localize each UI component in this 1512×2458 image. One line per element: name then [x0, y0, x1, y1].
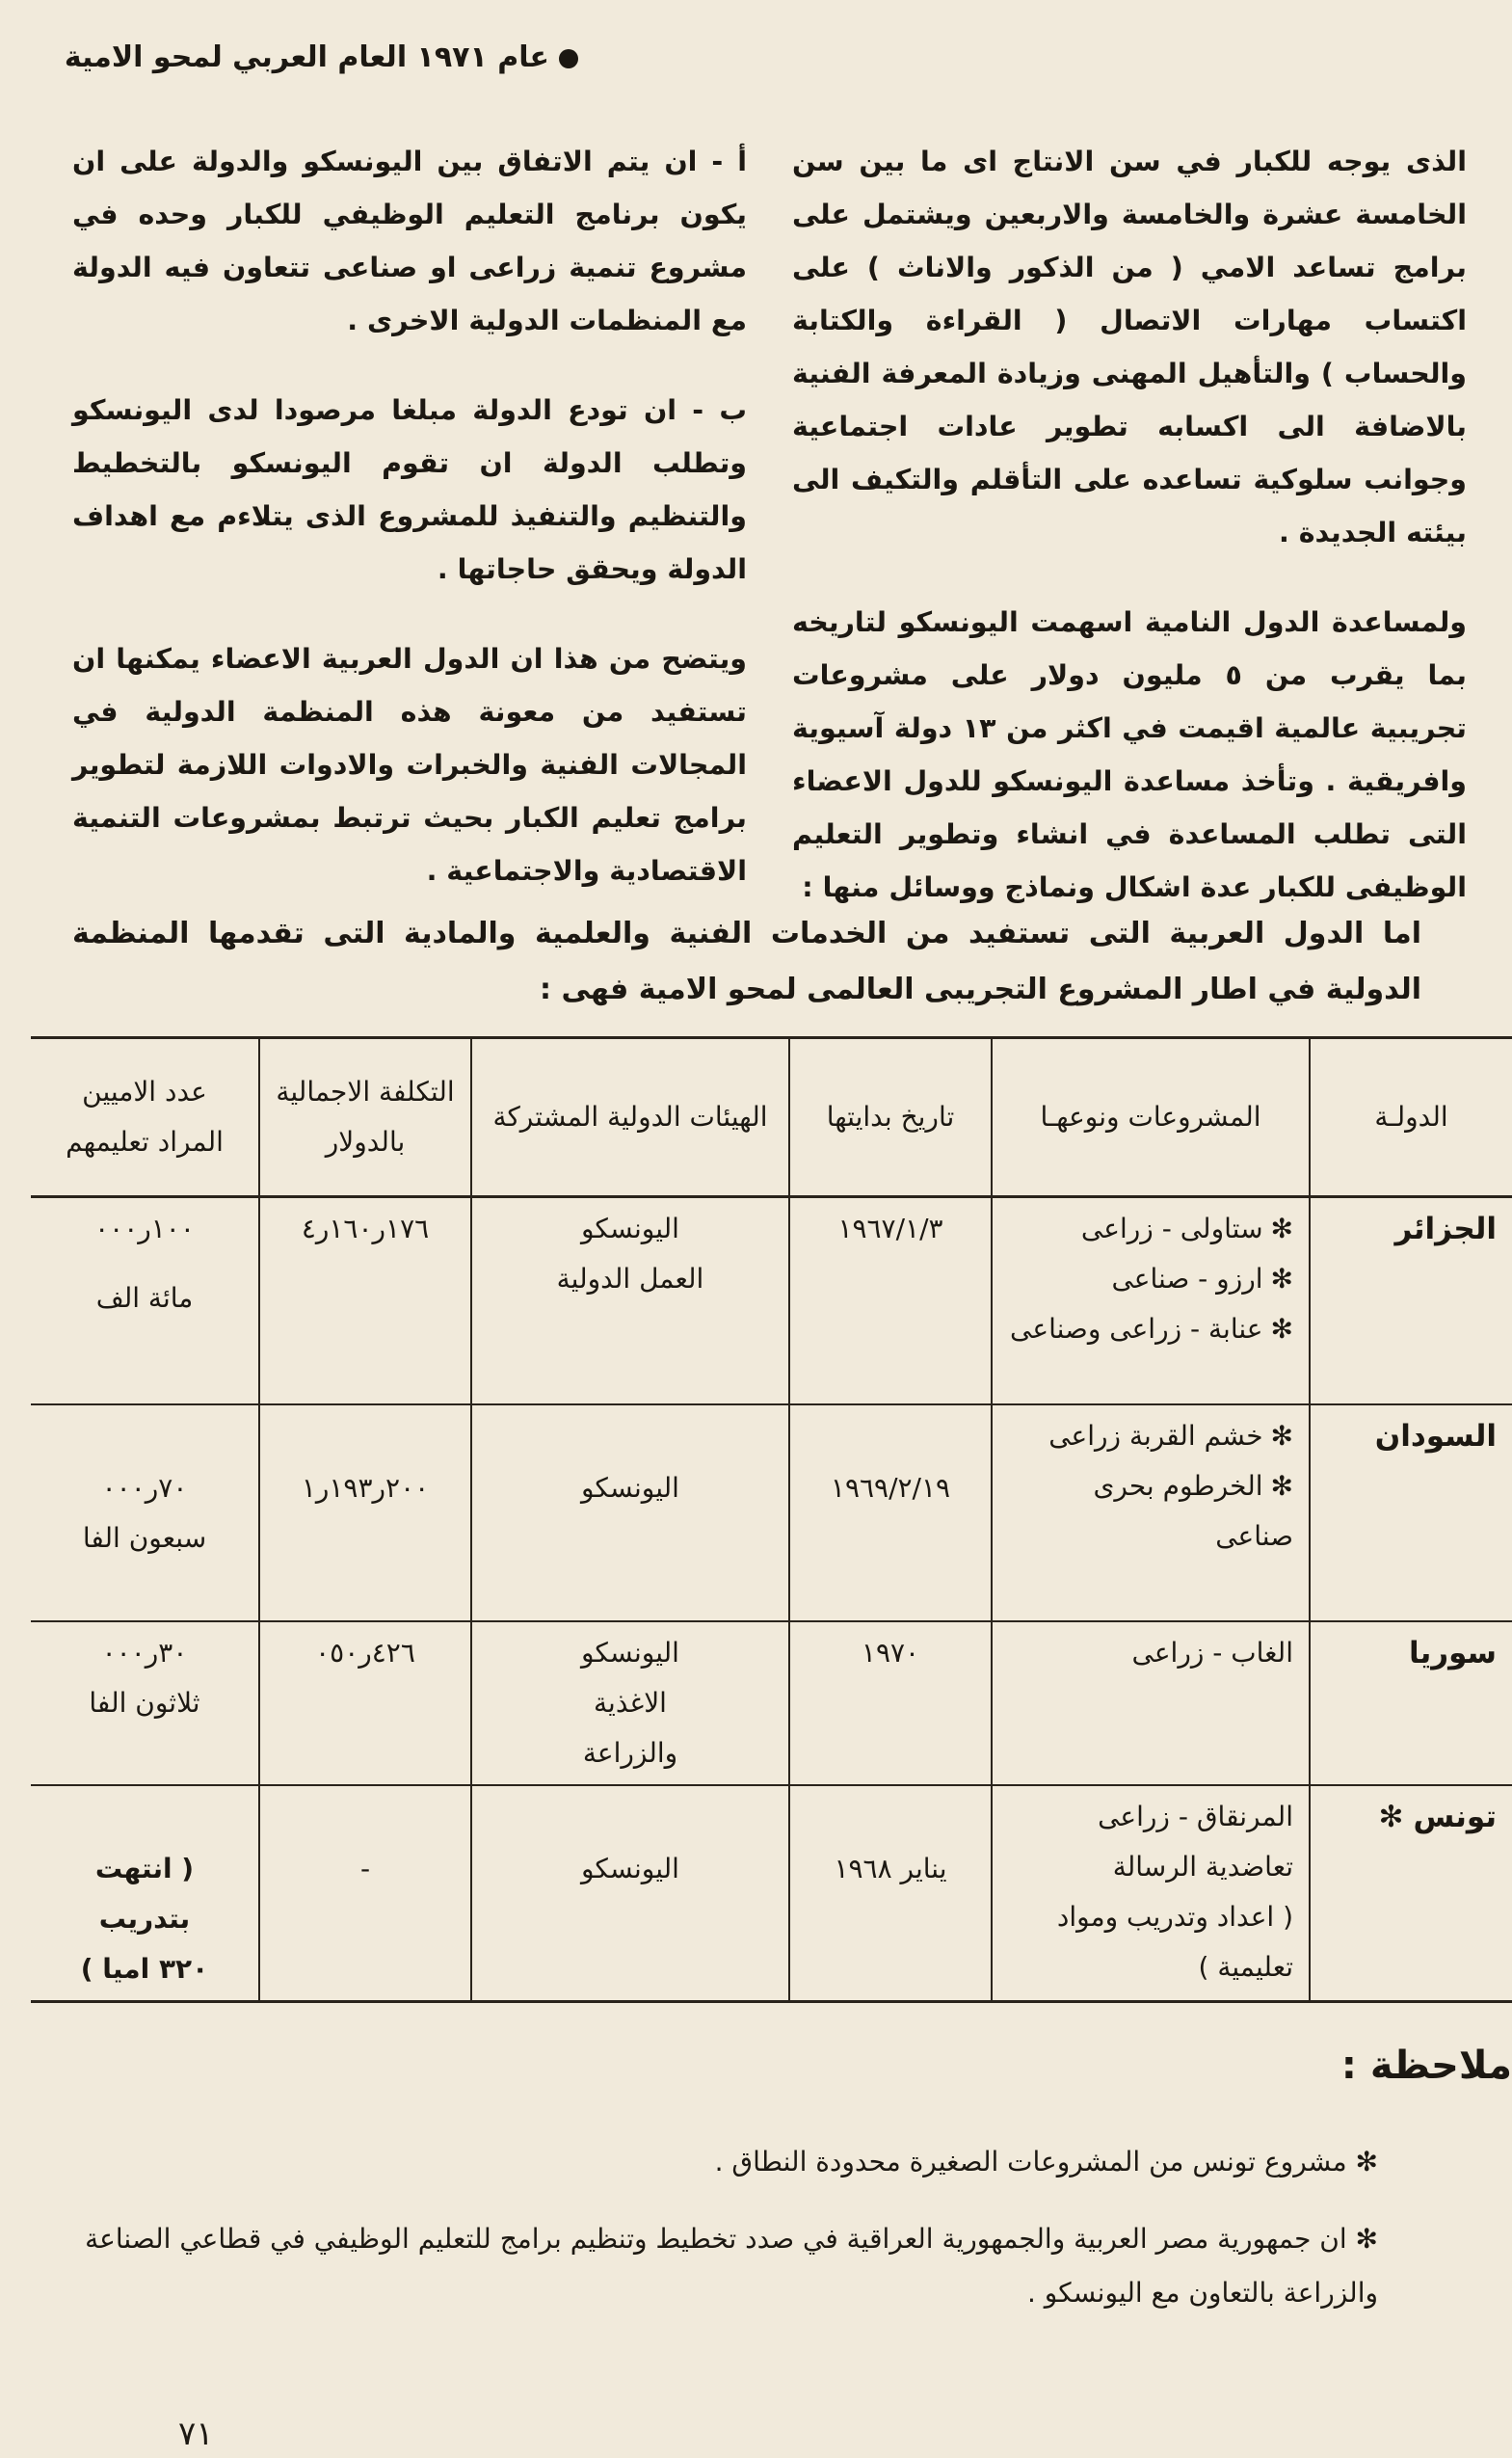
country-name: الجزائر [1394, 1212, 1497, 1246]
cell-agencies [471, 1785, 789, 2002]
running-header [39, 40, 578, 74]
star-icon: ✻ [1270, 1469, 1293, 1502]
project-item: المرنقاق - زراعى [1098, 1800, 1293, 1832]
country-name: تونس [1413, 1799, 1497, 1834]
illiterates-note: بتدريب [98, 1902, 191, 1935]
notes [29, 2135, 1378, 2343]
cell-projects [992, 1404, 1310, 1621]
illiterates-words: سبعون الفا [82, 1521, 207, 1554]
illiterates-count: ٧٠ر٠٠٠ [101, 1471, 188, 1504]
note-item: ✻ ان جمهورية مصر العربية والجمهورية العراقية في صدد تخطيط وتنظيم برامج للتعليم الوظيفي في قطاعي الصناعة والزراعة بالتعاون مع اليونسكو . [85, 2223, 1378, 2309]
country-name: سوريا [1408, 1635, 1497, 1670]
cell-country [1310, 1197, 1512, 1404]
cell-agencies [471, 1197, 789, 1404]
star-icon: ✻ [1355, 2223, 1378, 2255]
paragraph: ويتضح من هذا ان الدول العربية الاعضاء يمكنها ان تستفيد من معونة هذه المنظمة الدولية في المجالات الفنية والخبرات والادوات اللازمة لتطوير برامج تعليم الكبار بحيث ترتبط بمشروعات التنمية الاقتصادية والاجتماعية . [72, 643, 747, 887]
project-item: تعاضدية الرسالة [1112, 1850, 1293, 1883]
star-icon: ✻ [1270, 1313, 1293, 1345]
left-column [72, 135, 747, 934]
cell-cost: ٤٢٦ر٠٥٠ [259, 1621, 471, 1785]
cell-country [1310, 1621, 1512, 1785]
cell-start-date: ١٩٦٧/١/٣ [789, 1197, 992, 1404]
project-item: ✻عنابة - زراعى وصناعى [1010, 1313, 1293, 1345]
table-row [31, 1404, 1512, 1621]
cell-start-date: يناير ١٩٦٨ [789, 1785, 992, 2002]
page-number: ٧١ [178, 2415, 214, 2453]
project-item: ✻ارزو - صناعى [1111, 1263, 1293, 1295]
agency: اليونسكو [581, 1636, 679, 1669]
paragraph: ولمساعدة الدول النامية اسهمت اليونسكو لتاريخه بما يقرب من ٥ مليون دولار على مشروعات تجريبية عالمية اقيمت في اكثر من ١٣ دولة آسيوية وافريقية . وتأخذ مساعدة اليونسكو للدول الاعضاء التى تطلب المساعدة في انشاء وتطوير التعليم الوظيفى للكبار عدة اشكال ونماذج ووسائل منها : [792, 606, 1467, 903]
agency: والزراعة [582, 1736, 678, 1769]
table-row [31, 1621, 1512, 1785]
star-icon: ✻ [1378, 1799, 1404, 1834]
table-intro: اما الدول العربية التى تستفيد من الخدمات الفنية والعلمية والمادية التى تقدمها المنظمة الدولية في اطار المشروع التجريبى العالمى لمحو الامية فهى : [72, 917, 1421, 1006]
illiterates-words: ثلاثون الفا [89, 1686, 200, 1719]
cell-country [1310, 1785, 1512, 2002]
cell-agencies [471, 1404, 789, 1621]
project-item: ( اعداد وتدريب ومواد تعليمية ) [1056, 1900, 1293, 1983]
header-country: الدولـة [1310, 1038, 1512, 1197]
illiterates-words: مائة الف [95, 1282, 194, 1314]
cell-illiterates [31, 1404, 259, 1621]
project-item: ✻خشم القربة زراعى [1048, 1419, 1293, 1452]
cell-illiterates [31, 1621, 259, 1785]
cell-start-date: ١٩٧٠ [789, 1621, 992, 1785]
cell-cost: ٢٠٠ر١٩٣ر١ [259, 1404, 471, 1621]
notes-title: ملاحظة : [1340, 2044, 1512, 2088]
cell-start-date: ١٩٦٩/٢/١٩ [789, 1404, 992, 1621]
cell-projects [992, 1197, 1310, 1404]
star-icon: ✻ [1270, 1263, 1293, 1295]
header-illiterates: عدد الاميين المراد تعليمهم [31, 1038, 259, 1197]
illiterates-note: ٣٢٠ اميا ) [80, 1952, 209, 1985]
illiterates-note: ( انتهت [94, 1852, 195, 1884]
agency: اليونسكو [581, 1471, 679, 1504]
cell-illiterates [31, 1197, 259, 1404]
illiterates-count: ٣٠ر٠٠٠ [101, 1636, 188, 1669]
header-title: عام ١٩٧١ العام العربي لمحو الامية [64, 40, 549, 74]
header-cost: التكلفة الاجمالية بالدولار [259, 1038, 471, 1197]
bullet-icon [559, 49, 578, 68]
table-header-row [31, 1038, 1512, 1197]
header-projects: المشروعات ونوعهـا [992, 1038, 1310, 1197]
cell-cost: ١٧٦ر١٦٠ر٤ [259, 1197, 471, 1404]
projects-table [31, 1036, 1512, 2003]
cell-projects [992, 1785, 1310, 2002]
project-item: الغاب - زراعى [1131, 1636, 1293, 1669]
cell-cost: - [259, 1785, 471, 2002]
cell-country [1310, 1404, 1512, 1621]
cell-projects [992, 1621, 1310, 1785]
cell-illiterates [31, 1785, 259, 2002]
paragraph: الذى يوجه للكبار في سن الانتاج اى ما بين سن الخامسة عشرة والخامسة والاربعين ويشتمل على برامج تساعد الامي ( من الذكور والاناث ) على اكتساب مهارات الاتصال ( القراءة والكتابة والحساب ) والتأهيل المهنى وزيادة المعرفة الفنية بالاضافة الى اكسابه تطوير عادات اجتماعية وجوانب سلوكية تساعده على التأقلم والتكيف الى بيئته الجديدة . [792, 146, 1467, 548]
agency: الاغذية [594, 1686, 667, 1719]
agency: اليونسكو [581, 1852, 679, 1884]
paragraph: أ - ان يتم الاتفاق بين اليونسكو والدولة على ان يكون برنامج التعليم الوظيفي للكبار وحده في مشروع تنمية زراعى او صناعى تتعاون فيه الدولة مع المنظمات الدولية الاخرى . [72, 146, 747, 336]
table-row [31, 1785, 1512, 2002]
star-icon: ✻ [1270, 1213, 1293, 1244]
star-icon: ✻ [1270, 1419, 1293, 1452]
header-agencies: الهيئات الدولية المشتركة [471, 1038, 789, 1197]
agency: العمل الدولية [556, 1263, 704, 1295]
right-column [792, 135, 1467, 950]
project-item: ✻الخرطوم بحرى صناعى [1093, 1469, 1293, 1552]
table-row [31, 1197, 1512, 1404]
paragraph: ب - ان تودع الدولة مبلغا مرصودا لدى اليونسكو وتطلب الدولة ان تقوم اليونسكو بالتخطيط والتنظيم والتنفيذ للمشروع الذى يتلاءم مع اهداف الدولة ويحقق حاجاتها . [72, 394, 747, 585]
agency: اليونسكو [581, 1213, 679, 1244]
project-item: ✻ستاولى - زراعى [1080, 1213, 1293, 1244]
note-item: ✻ مشروع تونس من المشروعات الصغيرة محدودة النطاق . [714, 2146, 1378, 2177]
header-start-date: تاريخ بدايتها [789, 1038, 992, 1197]
illiterates-count: ١٠٠ر٠٠٠ [94, 1213, 195, 1244]
star-icon: ✻ [1355, 2146, 1378, 2177]
cell-agencies [471, 1621, 789, 1785]
country-name: السودان [1374, 1418, 1497, 1454]
